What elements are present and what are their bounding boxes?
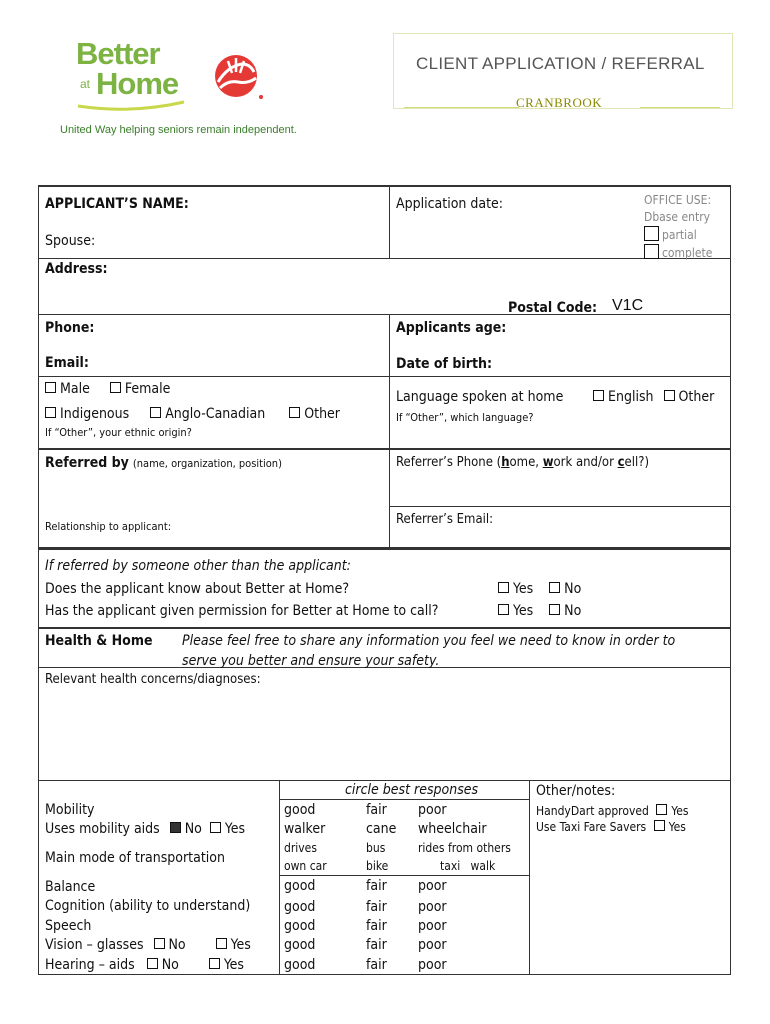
row-mobility: Mobility [45, 802, 95, 818]
aid-wheelchair[interactable]: wheelchair [418, 821, 487, 837]
balance-poor[interactable]: poor [418, 878, 447, 894]
female-label: Female [124, 381, 171, 397]
permission-yes-label: Yes [513, 603, 534, 619]
referrer-phone-label[interactable] [396, 455, 649, 470]
know-question: Does the applicant know about Better at Home? [45, 581, 350, 597]
vision-fair[interactable]: fair [366, 937, 387, 953]
logo-swoosh [76, 100, 186, 112]
postal-code-label[interactable]: Postal Code: [508, 300, 598, 316]
aid-walker[interactable]: walker [284, 821, 326, 837]
know-no-label: No [564, 581, 582, 597]
divider-mid-1 [389, 185, 390, 258]
language-label: Language spoken at home [396, 389, 564, 405]
applicant-name-label[interactable]: APPLICANT’S NAME: [45, 196, 189, 212]
know-yes-label: Yes [513, 581, 534, 597]
address-label[interactable]: Address: [45, 261, 108, 277]
permission-no-checkbox[interactable] [549, 604, 560, 615]
header-box [393, 33, 733, 109]
balance-good[interactable]: good [284, 878, 316, 894]
cognition-poor[interactable]: poor [418, 899, 447, 915]
divider-h-7 [38, 627, 731, 629]
referred-by-row[interactable] [45, 455, 282, 471]
form-border-right [730, 185, 731, 975]
hearing-good[interactable]: good [284, 957, 316, 973]
know-no-checkbox[interactable] [549, 582, 560, 593]
complete-checkbox[interactable] [644, 244, 659, 259]
transport-rides[interactable]: rides from others [418, 841, 511, 855]
vision-no-label: No [168, 937, 186, 953]
indigenous-label: Indigenous [60, 406, 130, 422]
permission-question: Has the applicant given permission for Better at Home to call? [45, 603, 439, 619]
united-way-logo [208, 52, 268, 107]
speech-fair[interactable]: fair [366, 918, 387, 934]
transport-drives[interactable]: drives [284, 841, 317, 855]
language-other-label: Other [678, 389, 715, 405]
english-label: English [608, 389, 654, 405]
hearing-poor[interactable]: poor [418, 957, 447, 973]
handydart-label: HandyDart approved [536, 804, 649, 818]
anglo-canadian-checkbox[interactable] [150, 407, 161, 418]
permission-answers [498, 603, 581, 619]
which-language-question[interactable]: If “Other”, which language? [396, 411, 534, 424]
partial-checkbox[interactable] [644, 226, 659, 241]
divider-h-5 [389, 506, 731, 507]
application-date-label[interactable]: Application date: [396, 196, 504, 212]
taxi-savers-yes-checkbox[interactable] [654, 820, 665, 831]
dbase-entry-label: Dbase entry [644, 210, 711, 224]
health-note-line-2: serve you better and ensure your safety. [182, 653, 440, 669]
transport-taxi-walk[interactable]: taxi walk [440, 859, 496, 873]
form-title: CLIENT APPLICATION / REFERRAL [416, 54, 705, 73]
row-balance: Balance [45, 879, 96, 895]
health-concerns-label[interactable]: Relevant health concerns/diagnoses: [45, 672, 261, 687]
aid-cane[interactable]: cane [366, 821, 397, 837]
mobility-aids-no-checkbox[interactable] [170, 822, 181, 833]
office-use-label: OFFICE USE: [644, 193, 712, 207]
vision-yes-checkbox[interactable] [216, 938, 227, 949]
language-options [593, 389, 714, 405]
male-label: Male [60, 381, 90, 397]
taxi-savers-label: Use Taxi Fare Savers [536, 820, 647, 834]
referred-by-hint: (name, organization, position) [132, 457, 282, 470]
other-notes-label[interactable]: Other/notes: [536, 783, 616, 799]
cognition-fair[interactable]: fair [366, 899, 387, 915]
gender-row [45, 381, 170, 397]
referrer-email-label[interactable]: Referrer’s Email: [396, 512, 494, 527]
logo-home: Home [96, 66, 179, 101]
logo-at: at [80, 77, 91, 91]
mobility-col-1 [279, 780, 280, 974]
referrer-phone-h: h [501, 455, 510, 470]
transport-bike[interactable]: bike [366, 859, 389, 873]
taxi-savers-yes-label: Yes [668, 820, 686, 834]
female-checkbox[interactable] [110, 382, 121, 393]
mobility-aids-yes-label: Yes [224, 821, 246, 837]
email-label[interactable]: Email: [45, 355, 89, 371]
cognition-good[interactable]: good [284, 899, 316, 915]
health-note-line-1: Please feel free to share any information you feel we need to know in order to [182, 633, 676, 649]
ethnic-other-label: Other [304, 406, 340, 422]
logo-tagline: United Way helping seniors remain independent. [60, 124, 297, 136]
postal-code-value[interactable]: V1C [612, 297, 644, 314]
speech-poor[interactable]: poor [418, 918, 447, 934]
row-mobility-aids [45, 821, 245, 837]
phone-label[interactable]: Phone: [45, 320, 95, 336]
hearing-yes-label: Yes [223, 957, 244, 973]
divider-h-3 [38, 376, 731, 377]
row-speech: Speech [45, 918, 92, 934]
location-label: CRANBROOK [516, 95, 603, 110]
transport-own-car[interactable]: own car [284, 859, 327, 873]
speech-good[interactable]: good [284, 918, 316, 934]
divider-h-6 [38, 547, 731, 550]
referred-by-label: Referred by [45, 455, 129, 471]
date-of-birth-label[interactable]: Date of birth: [396, 356, 492, 372]
referrer-phone-text-2: ome, [509, 455, 543, 470]
header-underline-left [404, 107, 519, 108]
divider-mid-2 [389, 314, 390, 448]
row-vision [45, 937, 251, 953]
mobility-poor[interactable]: poor [418, 802, 447, 818]
row-cognition: Cognition (ability to understand) [45, 898, 251, 914]
ethnic-other-checkbox[interactable] [289, 407, 300, 418]
row-hearing [45, 957, 244, 973]
male-checkbox[interactable] [45, 382, 56, 393]
mobility-aids-label: Uses mobility aids [45, 821, 160, 837]
handydart-row [536, 804, 689, 818]
language-other-checkbox[interactable] [664, 390, 675, 401]
form-border-bottom [38, 974, 731, 975]
mobility-good[interactable]: good [284, 802, 316, 818]
hearing-label: Hearing – aids [45, 957, 135, 973]
mobility-grid-top [279, 799, 529, 800]
mobility-grid-mid [279, 875, 529, 876]
better-at-home-logo [76, 38, 186, 118]
taxi-savers-row [536, 820, 686, 834]
know-answers [498, 581, 581, 597]
referrer-phone-text-1: Referrer’s Phone ( [396, 455, 502, 470]
form-border-top [38, 185, 731, 187]
permission-no-label: No [564, 603, 582, 619]
english-checkbox[interactable] [593, 390, 604, 401]
hearing-fair[interactable]: fair [366, 957, 387, 973]
referrer-phone-w: w [542, 455, 554, 470]
office-use-box [644, 192, 712, 262]
hearing-no-label: No [161, 957, 179, 973]
referrer-phone-text-3: ork and/or [553, 455, 618, 470]
applicants-age-label[interactable]: Applicants age: [396, 320, 507, 336]
other-referral-heading: If referred by someone other than the applicant: [45, 558, 351, 574]
partial-label: partial [662, 228, 697, 242]
complete-label: complete [662, 246, 713, 260]
ethnic-origin-question[interactable]: If “Other”, your ethnic origin? [45, 426, 192, 439]
referrer-phone-text-4: ell?) [624, 455, 650, 470]
permission-yes-checkbox[interactable] [498, 604, 509, 615]
hearing-no-checkbox[interactable] [147, 958, 158, 969]
vision-yes-label: Yes [230, 937, 251, 953]
mobility-aids-yes-checkbox[interactable] [210, 822, 221, 833]
form-border-left [38, 185, 39, 975]
mobility-fair[interactable]: fair [366, 802, 387, 818]
vision-poor[interactable]: poor [418, 937, 447, 953]
header-underline-right [640, 107, 720, 108]
indigenous-checkbox[interactable] [45, 407, 56, 418]
mobility-aids-no-label: No [184, 821, 202, 837]
vision-good[interactable]: good [284, 937, 316, 953]
vision-no-checkbox[interactable] [154, 938, 165, 949]
row-transportation: Main mode of transportation [45, 850, 225, 866]
transport-bus[interactable]: bus [366, 841, 386, 855]
divider-h-4 [38, 448, 731, 450]
ethnicity-row [45, 406, 340, 422]
handydart-yes-checkbox[interactable] [656, 804, 667, 815]
divider-h-9 [38, 780, 731, 781]
know-yes-checkbox[interactable] [498, 582, 509, 593]
hearing-yes-checkbox[interactable] [209, 958, 220, 969]
divider-h-1 [38, 258, 731, 259]
referrer-phone-c: c [617, 455, 625, 470]
logo-better: Better [76, 36, 160, 71]
balance-fair[interactable]: fair [366, 878, 387, 894]
handydart-yes-label: Yes [671, 804, 689, 818]
health-home-title: Health & Home [45, 633, 153, 649]
divider-mid-3 [389, 448, 390, 548]
circle-best-responses: circle best responses [345, 782, 479, 798]
vision-label: Vision – glasses [45, 937, 144, 953]
relationship-label[interactable]: Relationship to applicant: [45, 520, 172, 533]
spouse-label[interactable]: Spouse: [45, 233, 96, 249]
mobility-col-2 [529, 780, 530, 974]
anglo-canadian-label: Anglo-Canadian [165, 406, 266, 422]
